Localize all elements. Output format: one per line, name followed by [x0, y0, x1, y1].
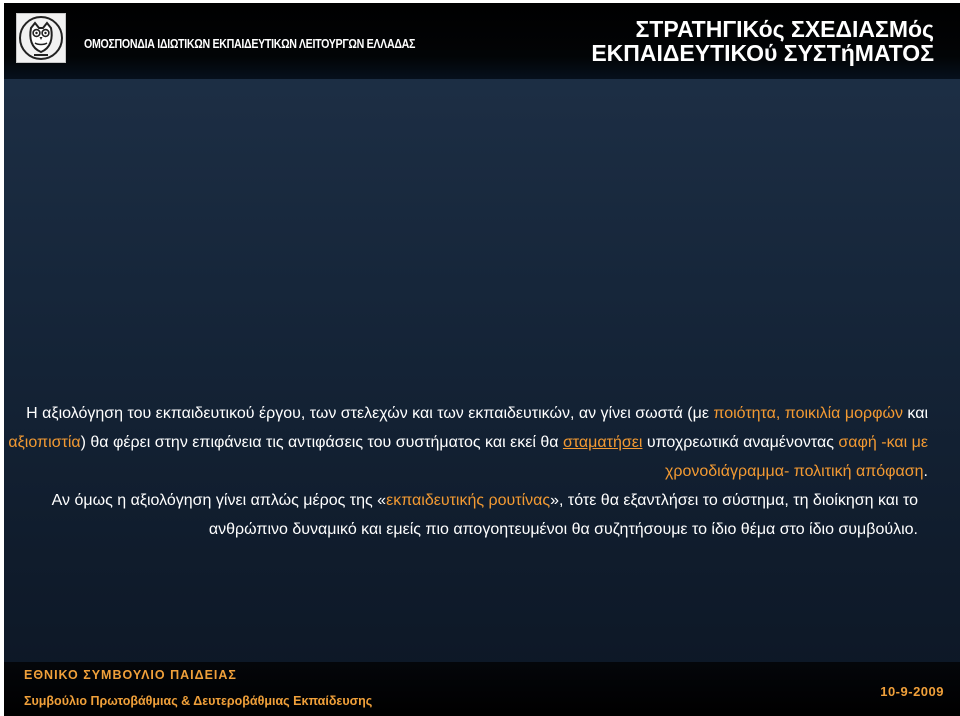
paragraph-1	[4, 399, 936, 486]
organization-name: ΟΜΟΣΠΟΝΔΙΑ ΙΔΙΩΤΙΚΩΝ ΕΚΠΑΙΔΕΥΤΙΚΩΝ ΛΕΙΤΟΥΡΓΩΝ ΕΛΛΑΔΑΣ	[84, 36, 416, 51]
owl-logo-icon	[17, 14, 65, 62]
p1-text-1: Η αξιολόγηση του εκπαιδευτικού έργου, των στελεχών και των εκπαιδευτικών, αν γίνει σωστά (με	[26, 405, 714, 422]
p1-highlight-quality: ποιότητα, ποικιλία μορφών	[713, 405, 903, 422]
p2-text-2: », τότε θα εξαντλήσει το σύστημα, τη διοίκηση και το ανθρώπινο δυναμικό και εμείς πιο απογοητευμένοι θα συζητήσουμε το ίδιο θέμα στο ίδιο συμβούλιο.	[208, 492, 918, 538]
footer-council-name: ΕΘΝΙΚΟ ΣΥΜΒΟΥΛΙΟ ΠΑΙΔΕΙΑΣ	[24, 668, 237, 682]
slide-title	[591, 17, 934, 65]
p1-text-4: υποχρεωτικά αναμένοντας	[642, 434, 839, 451]
p2-highlight-routine: εκπαιδευτικής ρουτίνας	[386, 492, 551, 509]
footer-bar	[4, 662, 960, 716]
slide	[4, 3, 960, 716]
slide-title-line-2: ΕΚΠΑΙΔΕΥΤΙΚΟύ ΣΥΣΤήΜΑΤΟΣ	[591, 40, 934, 66]
p1-text-3: ) θα φέρει στην επιφάνεια τις αντιφάσεις του συστήματος και εκεί θα	[80, 434, 563, 451]
p2-text-1: Αν όμως η αξιολόγηση γίνει απλώς μέρος της «	[51, 492, 387, 509]
p1-text-5: .	[923, 463, 928, 480]
p1-highlight-reliability: αξιοπιστία	[8, 434, 81, 451]
footer-date: 10-9-2009	[880, 684, 944, 699]
main-content	[4, 399, 936, 544]
p1-text-2: και	[902, 405, 928, 422]
slide-title-line-1: ΣΤΡΑΤΗΓΙΚός ΣΧΕΔΙΑΣΜός	[635, 16, 934, 42]
footer-council-subtitle: Συμβούλιο Πρωτοβάθμιας & Δευτεροβάθμιας Εκπαίδευσης	[24, 694, 373, 708]
p1-highlight-stop: σταματήσει	[562, 434, 643, 451]
header-bar	[4, 3, 960, 79]
paragraph-2	[4, 486, 936, 544]
p1-highlight-decision: σαφή -και με χρονοδιάγραμμα- πολιτική απόφαση	[664, 434, 928, 480]
logo	[16, 13, 66, 63]
